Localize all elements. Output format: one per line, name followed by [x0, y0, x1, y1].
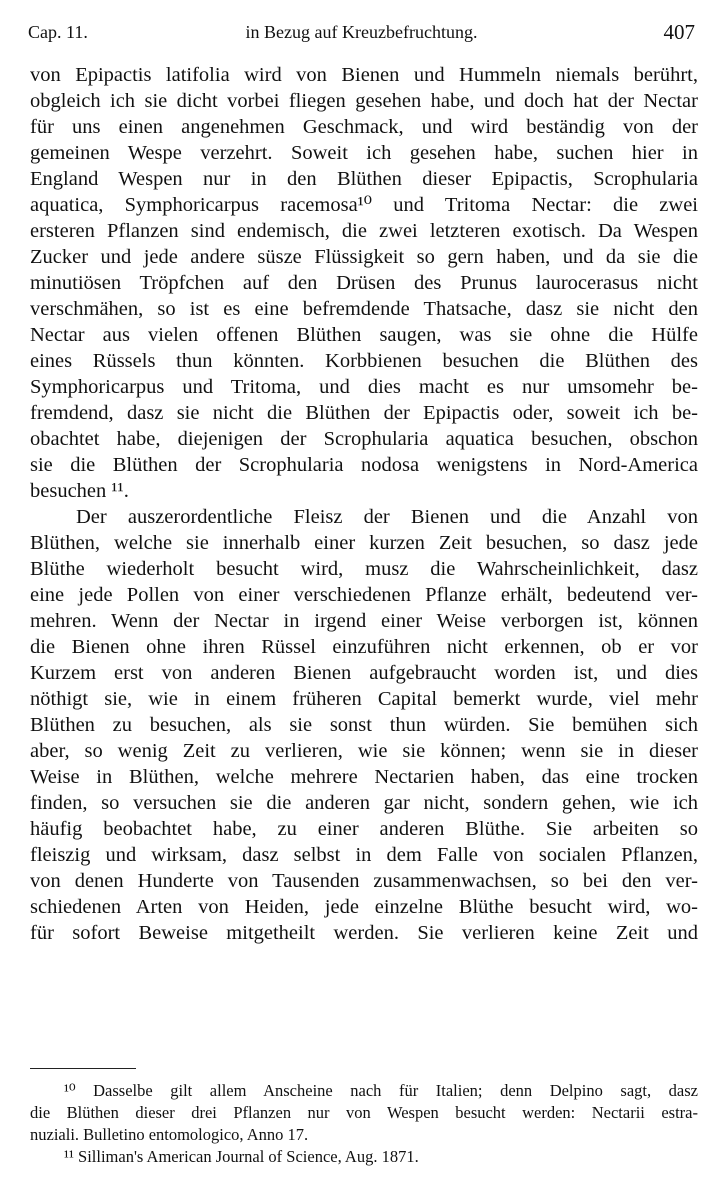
chapter-label: Cap. 11. [28, 22, 88, 42]
text-line: von Epipactis latifolia wird von Bienen und Hummeln niemals berührt, [30, 64, 698, 86]
footnote-line: ¹¹ Silliman's American Journal of Science, Aug. 1871. [64, 1147, 419, 1166]
text-line: für sofort Beweise mitgetheilt werden. Sie verlieren keine Zeit und [30, 922, 698, 944]
text-line: gemeinen Wespe verzehrt. Soweit ich gesehen habe, suchen hier in [30, 142, 698, 164]
paragraph-1 [30, 62, 698, 504]
text-line: Blüthen, welche sie innerhalb einer kurzen Zeit besuchen, so dasz jede [30, 532, 698, 554]
text-line: minutiösen Tröpfchen auf den Drüsen des Prunus laurocerasus nicht [30, 272, 698, 294]
text-line: aber, so wenig Zeit zu verlieren, wie sie können; wenn sie in dieser [30, 740, 698, 762]
running-head [28, 20, 695, 46]
footnote-line: nuziali. Bulletino entomologico, Anno 17. [30, 1125, 309, 1144]
text-line: England Wespen nur in den Blüthen dieser Epipactis, Scrophularia [30, 168, 698, 190]
text-line: mehren. Wenn der Nectar in irgend einer Weise verborgen ist, können [30, 610, 698, 632]
text-line: Blüthe wiederholt besucht wird, musz die Wahrscheinlichkeit, dasz [30, 558, 698, 580]
text-line: Zucker und jede andere süsze Flüssigkeit so gern haben, und da sie die [30, 246, 698, 268]
text-line: eines Rüssels thun könnten. Korbbienen besuchen die Blüthen des [30, 350, 698, 372]
text-line: Weise in Blüthen, welche mehrere Nectarien haben, das eine trocken [30, 766, 698, 788]
text-line: nöthigt sie, wie in einem früheren Capital bemerkt wurde, viel mehr [30, 688, 698, 710]
text-line: finden, so versuchen sie die anderen gar nicht, sondern gehen, wie ich [30, 792, 698, 814]
text-line: fremdend, dasz sie nicht die Blüthen der Epipactis oder, soweit ich be- [30, 402, 698, 424]
text-line: fleiszig und wirksam, dasz selbst in dem Falle von socialen Pflanzen, [30, 844, 698, 866]
page-number: 407 [663, 20, 695, 44]
paragraph-2 [30, 504, 698, 946]
text-line: Kurzem erst von anderen Bienen aufgebraucht worden ist, und dies [30, 662, 698, 684]
text-line: obachtet habe, diejenigen der Scrophularia aquatica besuchen, obschon [30, 428, 698, 450]
text-line: Der auszerordentliche Fleisz der Bienen und die Anzahl von [76, 506, 698, 528]
text-line: schiedenen Arten von Heiden, jede einzelne Blüthe besucht wird, wo- [30, 896, 698, 918]
running-title: in Bezug auf Kreuzbefruchtung. [245, 22, 478, 42]
body-text [30, 62, 698, 946]
text-line: besuchen ¹¹. [30, 480, 129, 502]
text-line: Blüthen zu besuchen, als sie sonst thun würden. Sie bemühen sich [30, 714, 698, 736]
text-line: aquatica, Symphoricarpus racemosa¹⁰ und Tritoma Nectar: die zwei [30, 194, 698, 216]
text-line: sie die Blüthen der Scrophularia nodosa wenigstens in Nord-America [30, 454, 698, 476]
text-line: eine jede Pollen von einer verschiedenen Pflanze erhält, bedeutend ver- [30, 584, 698, 606]
text-line: obgleich ich sie dicht vorbei fliegen gesehen habe, und doch hat der Nectar [30, 90, 698, 112]
footnote-line: ¹⁰ Dasselbe gilt allem Anscheine nach für Italien; denn Delpino sagt, dasz [64, 1081, 698, 1100]
text-line: Nectar aus vielen offenen Blüthen saugen, was sie ohne die Hülfe [30, 324, 698, 346]
footnotes [30, 1080, 698, 1168]
text-line: Symphoricarpus und Tritoma, und dies macht es nur umsomehr be- [30, 376, 698, 398]
footnote-line: die Blüthen dieser drei Pflanzen nur von Wespen besucht werden: Nectarii estra- [30, 1103, 698, 1122]
text-line: ersteren Pflanzen sind endemisch, die zwei letzteren exotisch. Da Wespen [30, 220, 698, 242]
text-line: häufig beobachtet habe, zu einer anderen Blüthe. Sie arbeiten so [30, 818, 698, 840]
footnote-rule [30, 1068, 136, 1069]
text-line: die Bienen ohne ihren Rüssel einzuführen nicht erkennen, ob er vor [30, 636, 698, 658]
text-line: für uns einen angenehmen Geschmack, und wird beständig von der [30, 116, 698, 138]
text-line: von denen Hunderte von Tausenden zusammenwachsen, so bei den ver- [30, 870, 698, 892]
footnote-10 [30, 1080, 698, 1146]
footnote-11 [30, 1146, 698, 1168]
text-line: verschmähen, so ist es eine befremdende Thatsache, dasz sie nicht den [30, 298, 698, 320]
